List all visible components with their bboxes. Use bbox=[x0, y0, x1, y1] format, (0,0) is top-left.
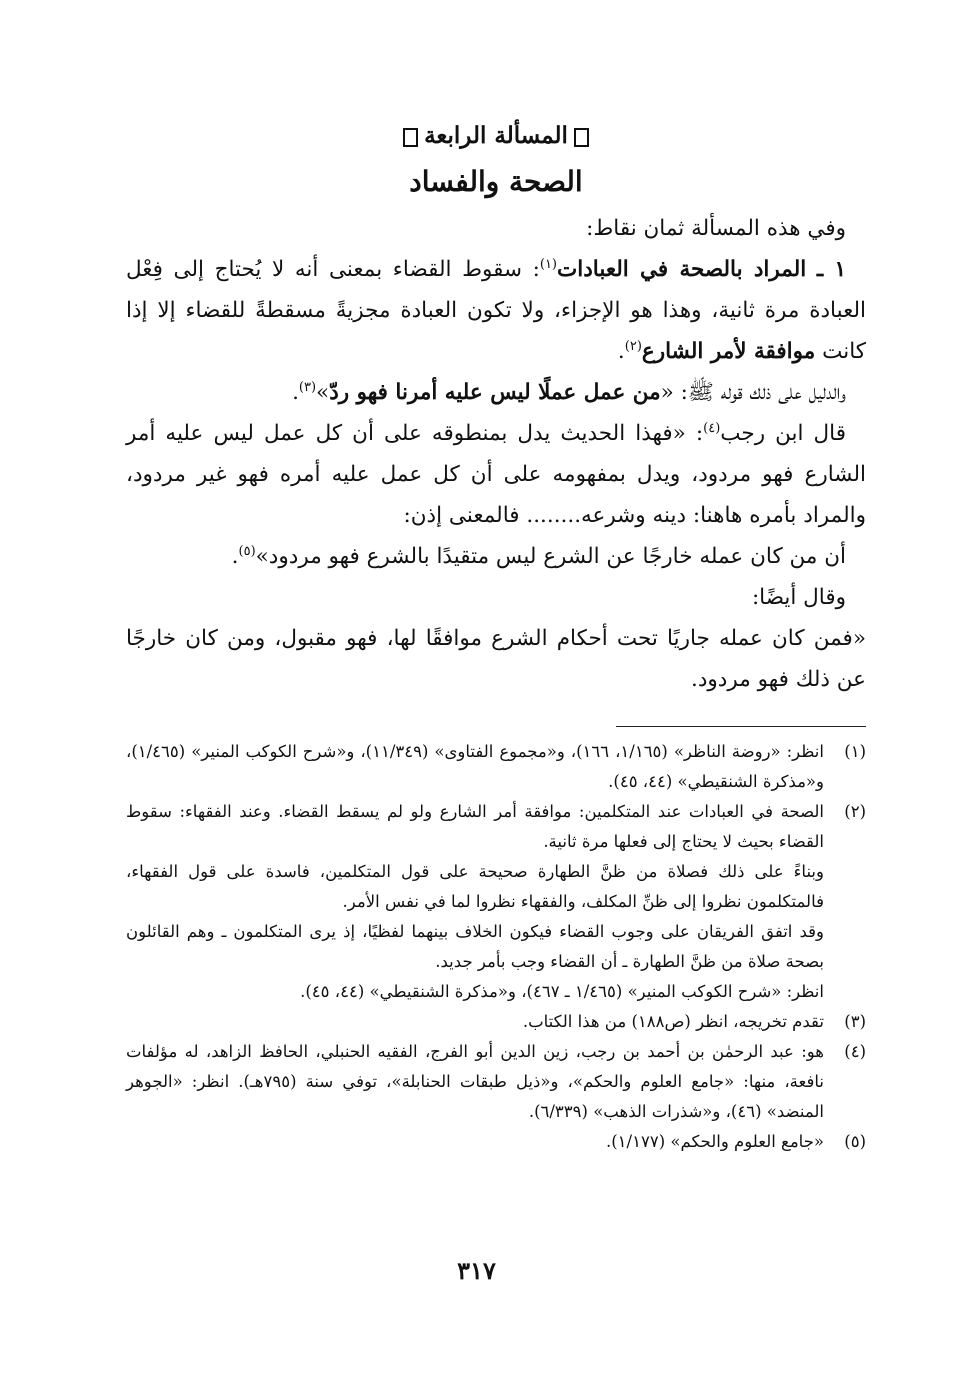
page-number: ٣١٧ bbox=[457, 1256, 496, 1285]
footnote-text: «جامع العلوم والحكم» (١/١٧٧). bbox=[605, 1132, 824, 1151]
intro-paragraph: وفي هذه المسألة ثمان نقاط: bbox=[586, 216, 846, 241]
bold-phrase: موافقة لأمر الشارع bbox=[641, 339, 816, 364]
footnote-2 bbox=[126, 797, 866, 1007]
paragraph-text: أن من كان عمله خارجًا عن الشرع ليس متقيدًا بالشرع فهو مردود» bbox=[255, 544, 846, 569]
square-ornament-icon bbox=[403, 128, 418, 147]
punctuation: . bbox=[292, 380, 299, 405]
footnote-text: تقدم تخريجه، انظر (ص١٨٨) من هذا الكتاب. bbox=[522, 1012, 824, 1031]
footnote-number: (٥) bbox=[844, 1132, 866, 1151]
punctuation: . bbox=[617, 339, 625, 364]
main-text bbox=[126, 208, 866, 700]
page-content bbox=[126, 118, 866, 1157]
footnote-text: وقد اتفق الفريقان على وجوب القضاء فيكون الخلاف بينهما لفظيًا، إذ يرى المتكلمون ـ وهم القائلون بصحة صلاة من ظنَّ الطهارة ـ أن القضاء وجب بأمر جديد. bbox=[126, 922, 824, 971]
paragraph-3 bbox=[126, 413, 866, 536]
footnote-text: انظر: «روضة الناظر» (١/١٦٥، ١٦٦)، و«مجموع الفتاوى» (١١/٣٤٩)، و«شرح الكوكب المنير» (١/٤٦٥)، و«مذكرة الشنقيطي» (٤٤، ٤٥). bbox=[126, 742, 824, 791]
square-ornament-icon bbox=[574, 128, 589, 147]
footnote-5 bbox=[126, 1127, 866, 1157]
footnote-number: (٢) bbox=[844, 802, 866, 821]
footnote-3 bbox=[126, 1007, 866, 1037]
footnote-number: (٤) bbox=[844, 1042, 866, 1061]
footnote-ref: (١) bbox=[539, 256, 557, 272]
paragraph-6: «فمن كان عمله جاريًا تحت أحكام الشرع موافقًا لها، فهو مقبول، ومن كان خارجًا عن ذلك فهو مردود. bbox=[126, 626, 866, 692]
footnote-text: وبناءً على ذلك فصلاة من ظنَّ الطهارة صحيحة على قول المتكلمين، فاسدة على قول الفقهاء، فالمتكلمون نظروا إلى ظنِّ المكلف، والفقهاء نظروا لما في نفس الأمر. bbox=[126, 862, 824, 911]
footnote-ref: (٤) bbox=[703, 420, 721, 436]
hadith-text: من عمل عملًا ليس عليه أمرنا فهو ردّ bbox=[329, 380, 661, 405]
section-heading bbox=[126, 118, 866, 154]
footnote-text: هو: عبد الرحمٰن بن أحمد بن رجب، زين الدين أبو الفرج، الفقيه الحنبلي، الحافظ الزاهد، له مؤلفات نافعة، منها: «جامع العلوم والحكم»، و«ذيل طبقات الحنابلة»، توفي سنة (٧٩٥هـ). انظر: «الجوهر المنضد» (٤٦)، و«شذرات الذهب» (٦/٣٣٩). bbox=[126, 1042, 824, 1121]
footnote-number: (١) bbox=[844, 742, 866, 761]
footnote-1 bbox=[126, 737, 866, 797]
footnote-text: الصحة في العبادات عند المتكلمين: موافقة أمر الشارع ولو لم يسقط القضاء. وعند الفقهاء: سقوط القضاء بحيث لا يحتاج إلى فعلها مرة ثانية. bbox=[126, 802, 824, 851]
paragraph-2 bbox=[126, 372, 866, 413]
footnotes bbox=[126, 737, 866, 1157]
punctuation: . bbox=[231, 544, 239, 569]
paragraph-4 bbox=[126, 536, 866, 577]
paragraph-text: والدليل على ذلك قوله ﷺ: « bbox=[660, 380, 846, 405]
footnote-4 bbox=[126, 1037, 866, 1127]
footnote-divider bbox=[616, 726, 866, 727]
point-number: ١ ـ bbox=[816, 257, 846, 282]
heading-text: المسألة الرابعة bbox=[424, 122, 568, 149]
footnote-ref: (٣) bbox=[298, 379, 317, 395]
footnote-number: (٣) bbox=[844, 1012, 866, 1031]
punctuation: » bbox=[316, 380, 330, 405]
footnote-ref: (٢) bbox=[624, 338, 642, 354]
paragraph-5: وقال أيضًا: bbox=[751, 585, 846, 610]
paragraph-text: قال ابن رجب bbox=[720, 421, 846, 446]
page-title: الصحة والفساد bbox=[409, 165, 583, 198]
point-title: المراد بالصحة في العبادات bbox=[557, 257, 807, 282]
paragraph-text: : سقوط القضاء بمعنى أنه لا يُحتاج إلى فِعْل العبادة مرة ثانية، وهذا هو الإجزاء، ولا تكون العبادة مجزيةً مسقطةً للقضاء إلا إذا كانت bbox=[126, 257, 866, 364]
paragraph-text: : «فهذا الحديث يدل بمنطوقه على أن كل عمل ليس عليه أمر الشارع فهو مردود، ويدل بمفهومه على أن كل عمل عليه أمره فهو غير مردود، والمراد بأمره هاهنا: دينه وشرعه........ فالمعنى إذن: bbox=[126, 421, 866, 528]
paragraph-1 bbox=[126, 249, 866, 372]
footnote-ref: (٥) bbox=[238, 543, 256, 559]
footnote-text: انظر: «شرح الكوكب المنير» (١/٤٦٥ ـ ٤٦٧)، و«مذكرة الشنقيطي» (٤٤، ٤٥). bbox=[300, 982, 824, 1001]
